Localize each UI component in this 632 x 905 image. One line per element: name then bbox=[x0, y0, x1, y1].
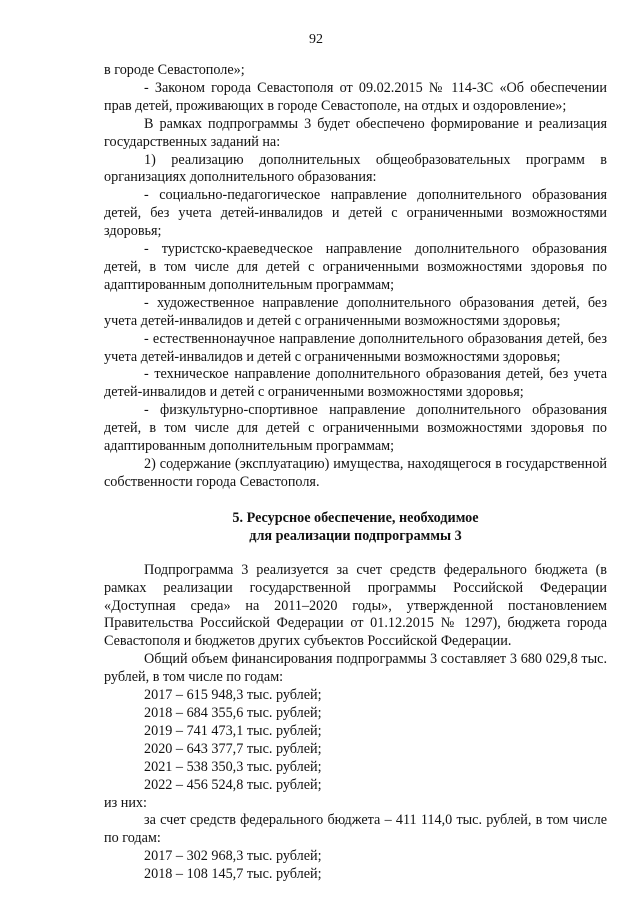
paragraph: в городе Севастополе»; bbox=[104, 62, 245, 78]
list-item: - физкультурно-спортивное направление дополнительного образования детей, в том числе для детей с ограниченными возможностями здоровья по адаптированным дополнительным программам; bbox=[104, 402, 607, 455]
paragraph: за счет средств федерального бюджета – 411 114,0 тыс. рублей, в том числе по годам: bbox=[104, 812, 607, 847]
federal-year-item: 2018 – 108 145,7 тыс. рублей; bbox=[144, 866, 322, 883]
federal-year-item: 2017 – 302 968,3 тыс. рублей; bbox=[144, 848, 322, 865]
funding-year-item: 2020 – 643 377,7 тыс. рублей; bbox=[144, 740, 322, 757]
funding-year-item: 2018 – 684 355,6 тыс. рублей; bbox=[144, 705, 322, 721]
list-item: - художественное направление дополнительного образования детей, без учета детей-инвалидов и детей с ограниченными возможностями здоровья; bbox=[104, 294, 607, 329]
list-item: 1) реализацию дополнительных общеобразовательных программ в организациях дополнительного образования: bbox=[104, 151, 607, 186]
funding-year-item: 2017 – 615 948,3 тыс. рублей; bbox=[144, 687, 322, 704]
funding-year-item: 2022 – 456 524,8 тыс. рублей; bbox=[144, 776, 322, 793]
section-heading-line: для реализации подпрограммы 3 bbox=[249, 527, 462, 544]
paragraph: В рамках подпрограммы 3 будет обеспечено формирование и реализация государственных заданий на: bbox=[104, 115, 607, 150]
funding-year-item: 2021 – 538 350,3 тыс. рублей; bbox=[144, 758, 322, 775]
of-them-label: из них: bbox=[104, 794, 147, 811]
paragraph: Общий объем финансирования подпрограммы 3 составляет 3 680 029,8 тыс. рублей, в том числе по годам: bbox=[104, 651, 607, 686]
page-number: 92 bbox=[309, 32, 323, 47]
paragraph: - Законом города Севастополя от 09.02.2015 № 114-ЗС «Об обеспечении прав детей, проживающих в городе Севастополе, на отдых и оздоровление»; bbox=[104, 79, 607, 114]
funding-year-item: 2019 – 741 473,1 тыс. рублей; bbox=[144, 722, 322, 739]
document-body bbox=[104, 62, 607, 884]
paragraph: Подпрограмма 3 реализуется за счет средств федерального бюджета (в рамках реализации государственной программы Российской Федерации «Доступная среда» на 2011–2020 годы», утвержденной постановлением Правительства Российской Федерации от 01.12.2015 № 1297), бюджета города Севастополя и бюджетов других субъектов Российской Федерации. bbox=[104, 561, 607, 650]
list-item: - техническое направление дополнительного образования детей, без учета детей-инвалидов и детей с ограниченными возможностями здоровья; bbox=[104, 366, 607, 401]
list-item: - туристско-краеведческое направление дополнительного образования детей, в том числе для детей с ограниченными возможностями здоровья по адаптированным дополнительным программам; bbox=[104, 241, 607, 293]
section-heading-line: 5. Ресурсное обеспечение, необходимое bbox=[232, 509, 479, 526]
list-item: 2) содержание (эксплуатацию) имущества, находящегося в государственной собственности города Севастополя. bbox=[104, 455, 607, 490]
list-item: - социально-педагогическое направление дополнительного образования детей, без учета детей-инвалидов и детей с ограниченными возможностями здоровья; bbox=[104, 187, 607, 240]
section-heading bbox=[104, 509, 607, 545]
list-item: - естественнонаучное направление дополнительного образования детей, без учета детей-инвалидов и детей с ограниченными возможностями здоровья; bbox=[104, 330, 607, 365]
